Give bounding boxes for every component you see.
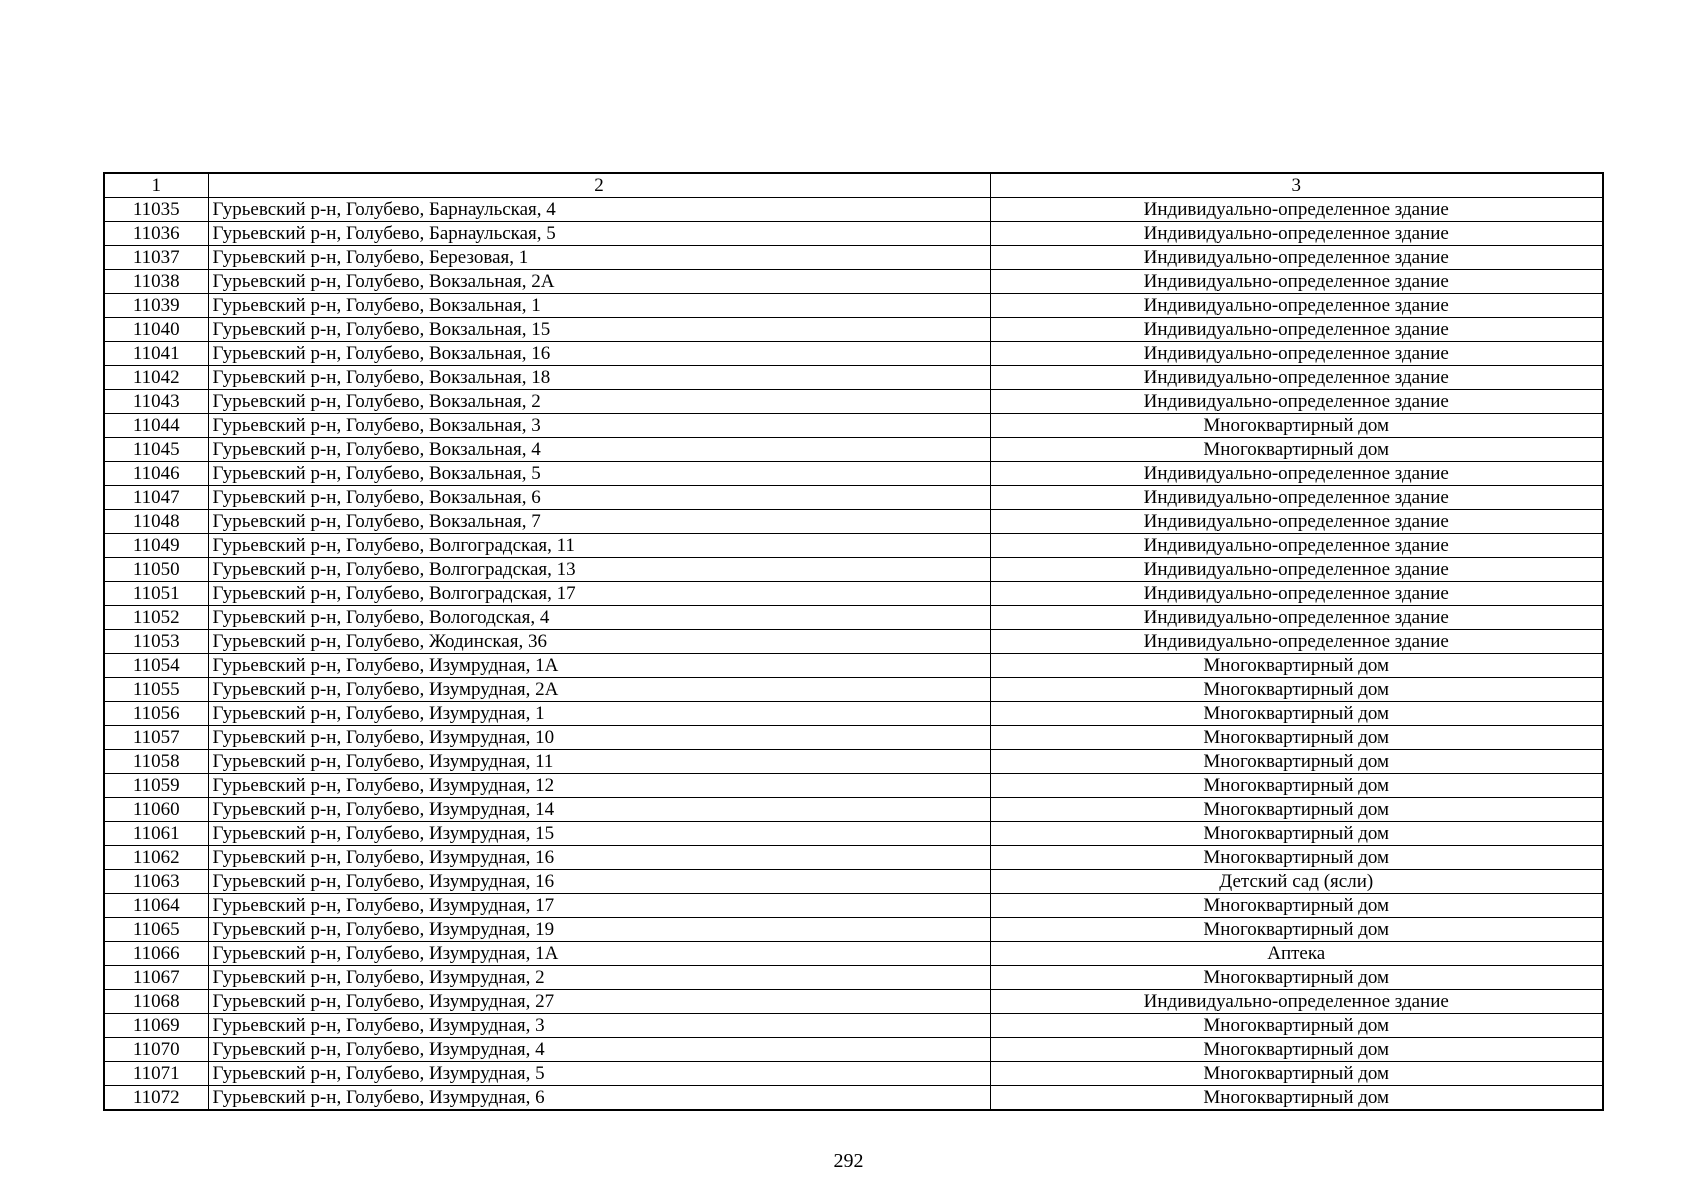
address-cell: Гурьевский р-н, Голубево, Вокзальная, 4 <box>208 438 990 462</box>
object-type-cell: Индивидуально-определенное здание <box>990 342 1603 366</box>
record-number-cell: 11051 <box>104 582 208 606</box>
address-cell: Гурьевский р-н, Голубево, Вокзальная, 18 <box>208 366 990 390</box>
table-row <box>104 534 1603 558</box>
table-row <box>104 270 1603 294</box>
address-cell: Гурьевский р-н, Голубево, Изумрудная, 10 <box>208 726 990 750</box>
address-cell: Гурьевский р-н, Голубево, Вокзальная, 16 <box>208 342 990 366</box>
object-type-cell: Индивидуально-определенное здание <box>990 366 1603 390</box>
object-type-cell: Индивидуально-определенное здание <box>990 486 1603 510</box>
record-number-cell: 11037 <box>104 246 208 270</box>
table-row <box>104 582 1603 606</box>
table-row <box>104 510 1603 534</box>
object-type-cell: Индивидуально-определенное здание <box>990 630 1603 654</box>
record-number-cell: 11069 <box>104 1014 208 1038</box>
address-cell: Гурьевский р-н, Голубево, Изумрудная, 14 <box>208 798 990 822</box>
table-row <box>104 750 1603 774</box>
object-type-cell: Индивидуально-определенное здание <box>990 582 1603 606</box>
table-row <box>104 726 1603 750</box>
table-row <box>104 606 1603 630</box>
record-number-cell: 11048 <box>104 510 208 534</box>
record-number-cell: 11060 <box>104 798 208 822</box>
table-row <box>104 702 1603 726</box>
object-type-cell: Индивидуально-определенное здание <box>990 198 1603 222</box>
table-row <box>104 198 1603 222</box>
header-row <box>104 173 1603 198</box>
address-cell: Гурьевский р-н, Голубево, Вокзальная, 6 <box>208 486 990 510</box>
address-cell: Гурьевский р-н, Голубево, Вологодская, 4 <box>208 606 990 630</box>
address-cell: Гурьевский р-н, Голубево, Вокзальная, 5 <box>208 462 990 486</box>
object-type-cell: Индивидуально-определенное здание <box>990 510 1603 534</box>
object-type-cell: Многоквартирный дом <box>990 774 1603 798</box>
address-cell: Гурьевский р-н, Голубево, Барнаульская, 5 <box>208 222 990 246</box>
object-type-cell: Многоквартирный дом <box>990 702 1603 726</box>
address-cell: Гурьевский р-н, Голубево, Изумрудная, 19 <box>208 918 990 942</box>
table-row <box>104 246 1603 270</box>
object-type-cell: Индивидуально-определенное здание <box>990 270 1603 294</box>
record-number-cell: 11064 <box>104 894 208 918</box>
object-type-cell: Многоквартирный дом <box>990 750 1603 774</box>
table-row <box>104 846 1603 870</box>
object-type-cell: Многоквартирный дом <box>990 966 1603 990</box>
table-row <box>104 678 1603 702</box>
table-body <box>104 198 1603 1111</box>
object-type-cell: Индивидуально-определенное здание <box>990 318 1603 342</box>
table-row <box>104 822 1603 846</box>
object-type-cell: Аптека <box>990 942 1603 966</box>
object-type-cell: Многоквартирный дом <box>990 798 1603 822</box>
object-type-cell: Многоквартирный дом <box>990 822 1603 846</box>
object-type-cell: Многоквартирный дом <box>990 1038 1603 1062</box>
table-row <box>104 414 1603 438</box>
object-type-cell: Многоквартирный дом <box>990 846 1603 870</box>
record-number-cell: 11072 <box>104 1086 208 1111</box>
table-row <box>104 1062 1603 1086</box>
object-type-cell: Индивидуально-определенное здание <box>990 606 1603 630</box>
object-type-cell: Многоквартирный дом <box>990 894 1603 918</box>
object-type-cell: Многоквартирный дом <box>990 1014 1603 1038</box>
address-cell: Гурьевский р-н, Голубево, Березовая, 1 <box>208 246 990 270</box>
table-row <box>104 366 1603 390</box>
record-number-cell: 11041 <box>104 342 208 366</box>
address-cell: Гурьевский р-н, Голубево, Изумрудная, 16 <box>208 870 990 894</box>
table-row <box>104 1038 1603 1062</box>
record-number-cell: 11036 <box>104 222 208 246</box>
record-number-cell: 11054 <box>104 654 208 678</box>
table-row <box>104 870 1603 894</box>
address-cell: Гурьевский р-н, Голубево, Изумрудная, 4 <box>208 1038 990 1062</box>
table-row <box>104 1086 1603 1111</box>
address-cell: Гурьевский р-н, Голубево, Изумрудная, 16 <box>208 846 990 870</box>
record-number-cell: 11044 <box>104 414 208 438</box>
object-type-cell: Многоквартирный дом <box>990 1086 1603 1111</box>
page-number: 292 <box>833 1150 864 1172</box>
address-cell: Гурьевский р-н, Голубево, Вокзальная, 7 <box>208 510 990 534</box>
address-cell: Гурьевский р-н, Голубево, Изумрудная, 1А <box>208 942 990 966</box>
object-type-cell: Индивидуально-определенное здание <box>990 246 1603 270</box>
column-header-3: 3 <box>990 173 1603 198</box>
table-row <box>104 966 1603 990</box>
address-cell: Гурьевский р-н, Голубево, Изумрудная, 2А <box>208 678 990 702</box>
record-number-cell: 11053 <box>104 630 208 654</box>
address-cell: Гурьевский р-н, Голубево, Вокзальная, 2А <box>208 270 990 294</box>
object-type-cell: Индивидуально-определенное здание <box>990 990 1603 1014</box>
table-row <box>104 438 1603 462</box>
record-number-cell: 11040 <box>104 318 208 342</box>
table-row <box>104 630 1603 654</box>
record-number-cell: 11049 <box>104 534 208 558</box>
object-type-cell: Многоквартирный дом <box>990 414 1603 438</box>
record-number-cell: 11045 <box>104 438 208 462</box>
address-cell: Гурьевский р-н, Голубево, Вокзальная, 3 <box>208 414 990 438</box>
address-cell: Гурьевский р-н, Голубево, Изумрудная, 5 <box>208 1062 990 1086</box>
table-row <box>104 294 1603 318</box>
table-row <box>104 798 1603 822</box>
column-header-2: 2 <box>208 173 990 198</box>
object-type-cell: Индивидуально-определенное здание <box>990 390 1603 414</box>
table-row <box>104 462 1603 486</box>
record-number-cell: 11042 <box>104 366 208 390</box>
address-cell: Гурьевский р-н, Голубево, Изумрудная, 1А <box>208 654 990 678</box>
object-type-cell: Многоквартирный дом <box>990 726 1603 750</box>
object-type-cell: Многоквартирный дом <box>990 1062 1603 1086</box>
address-cell: Гурьевский р-н, Голубево, Вокзальная, 15 <box>208 318 990 342</box>
address-cell: Гурьевский р-н, Голубево, Изумрудная, 6 <box>208 1086 990 1111</box>
address-cell: Гурьевский р-н, Голубево, Волгоградская, 11 <box>208 534 990 558</box>
table-row <box>104 918 1603 942</box>
object-type-cell: Индивидуально-определенное здание <box>990 294 1603 318</box>
address-cell: Гурьевский р-н, Голубево, Изумрудная, 2 <box>208 966 990 990</box>
record-number-cell: 11065 <box>104 918 208 942</box>
record-number-cell: 11035 <box>104 198 208 222</box>
address-cell: Гурьевский р-н, Голубево, Вокзальная, 2 <box>208 390 990 414</box>
record-number-cell: 11046 <box>104 462 208 486</box>
record-number-cell: 11063 <box>104 870 208 894</box>
table-header <box>104 173 1603 198</box>
table-row <box>104 558 1603 582</box>
record-number-cell: 11062 <box>104 846 208 870</box>
object-type-cell: Индивидуально-определенное здание <box>990 462 1603 486</box>
record-number-cell: 11071 <box>104 1062 208 1086</box>
table-row <box>104 774 1603 798</box>
table-row <box>104 222 1603 246</box>
table-row <box>104 942 1603 966</box>
record-number-cell: 11068 <box>104 990 208 1014</box>
address-cell: Гурьевский р-н, Голубево, Изумрудная, 3 <box>208 1014 990 1038</box>
register-table <box>103 172 1604 1111</box>
address-cell: Гурьевский р-н, Голубево, Вокзальная, 1 <box>208 294 990 318</box>
record-number-cell: 11050 <box>104 558 208 582</box>
address-cell: Гурьевский р-н, Голубево, Волгоградская, 17 <box>208 582 990 606</box>
record-number-cell: 11055 <box>104 678 208 702</box>
object-type-cell: Многоквартирный дом <box>990 654 1603 678</box>
record-number-cell: 11057 <box>104 726 208 750</box>
record-number-cell: 11038 <box>104 270 208 294</box>
record-number-cell: 11066 <box>104 942 208 966</box>
record-number-cell: 11043 <box>104 390 208 414</box>
table-row <box>104 318 1603 342</box>
table-row <box>104 486 1603 510</box>
address-cell: Гурьевский р-н, Голубево, Барнаульская, 4 <box>208 198 990 222</box>
address-cell: Гурьевский р-н, Голубево, Изумрудная, 27 <box>208 990 990 1014</box>
address-cell: Гурьевский р-н, Голубево, Изумрудная, 17 <box>208 894 990 918</box>
record-number-cell: 11052 <box>104 606 208 630</box>
table-row <box>104 390 1603 414</box>
object-type-cell: Индивидуально-определенное здание <box>990 222 1603 246</box>
record-number-cell: 11058 <box>104 750 208 774</box>
record-number-cell: 11070 <box>104 1038 208 1062</box>
object-type-cell: Индивидуально-определенное здание <box>990 558 1603 582</box>
table-row <box>104 1014 1603 1038</box>
table-row <box>104 654 1603 678</box>
address-cell: Гурьевский р-н, Голубево, Изумрудная, 1 <box>208 702 990 726</box>
record-number-cell: 11047 <box>104 486 208 510</box>
address-cell: Гурьевский р-н, Голубево, Жодинская, 36 <box>208 630 990 654</box>
record-number-cell: 11056 <box>104 702 208 726</box>
record-number-cell: 11039 <box>104 294 208 318</box>
table-row <box>104 894 1603 918</box>
address-cell: Гурьевский р-н, Голубево, Изумрудная, 12 <box>208 774 990 798</box>
column-header-1: 1 <box>104 173 208 198</box>
table-row <box>104 990 1603 1014</box>
object-type-cell: Детский сад (ясли) <box>990 870 1603 894</box>
record-number-cell: 11067 <box>104 966 208 990</box>
table-row <box>104 342 1603 366</box>
record-number-cell: 11059 <box>104 774 208 798</box>
address-cell: Гурьевский р-н, Голубево, Волгоградская, 13 <box>208 558 990 582</box>
record-number-cell: 11061 <box>104 822 208 846</box>
object-type-cell: Многоквартирный дом <box>990 678 1603 702</box>
address-cell: Гурьевский р-н, Голубево, Изумрудная, 11 <box>208 750 990 774</box>
address-cell: Гурьевский р-н, Голубево, Изумрудная, 15 <box>208 822 990 846</box>
object-type-cell: Индивидуально-определенное здание <box>990 534 1603 558</box>
object-type-cell: Многоквартирный дом <box>990 438 1603 462</box>
object-type-cell: Многоквартирный дом <box>990 918 1603 942</box>
